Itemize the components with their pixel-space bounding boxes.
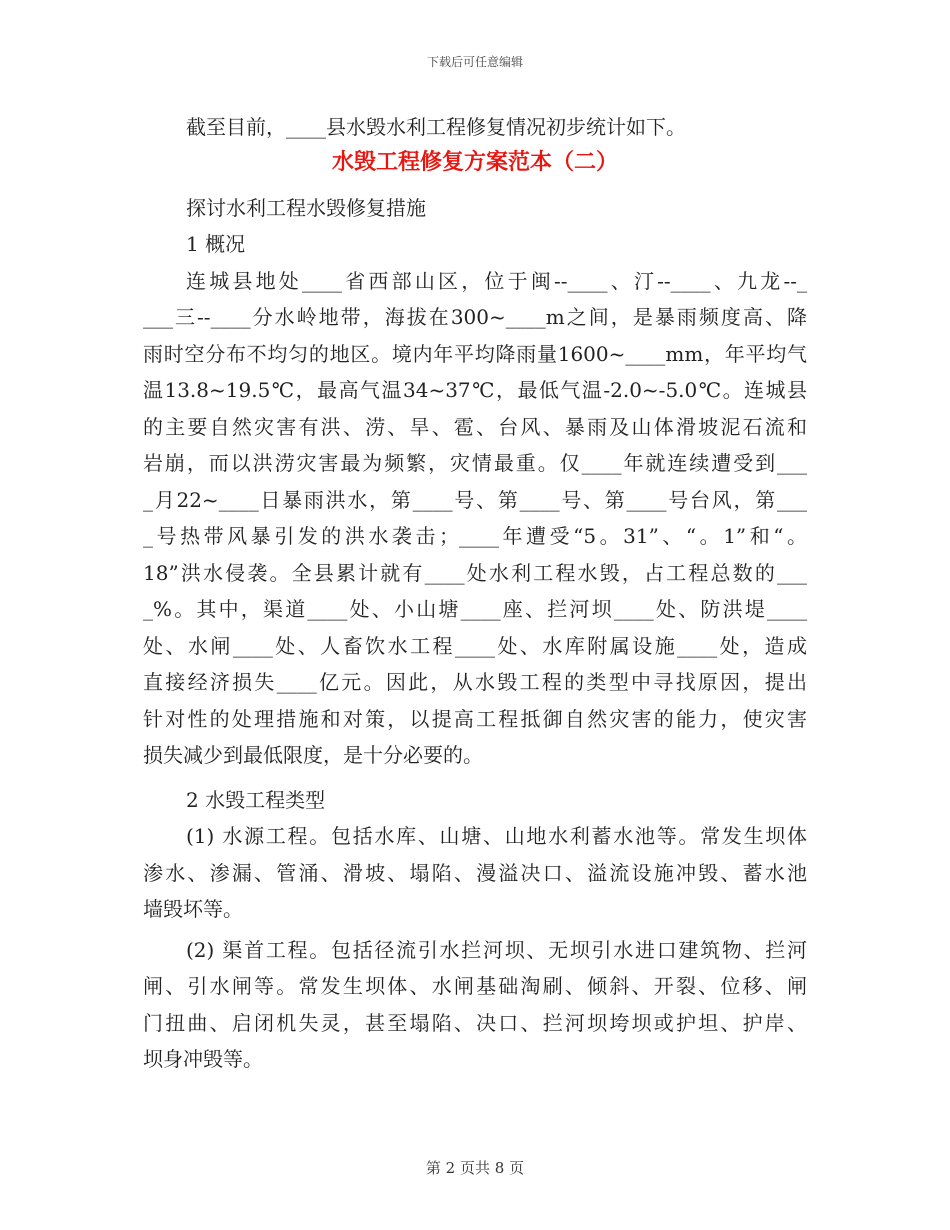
paragraph-line: 针对性的处理措施和对策，以提高工程抵御自然灾害的能力，使灾害 <box>143 707 807 731</box>
item-2-line: 坝身冲毁等。 <box>143 1047 263 1071</box>
item-1-line: (1) 水源工程。包括水库、山塘、山地水利蓄水池等。常发生坝体 <box>186 824 807 848</box>
paragraph-line: 岩崩，而以洪涝灾害最为频繁，灾情最重。仅____年就连续遭受到___ <box>143 451 807 475</box>
section-1-heading: 1 概况 <box>186 232 246 256</box>
item-1-line: 墙毁坏等。 <box>143 897 243 921</box>
paragraph-line: 雨时空分布不均匀的地区。境内年平均降雨量1600~____mm，年平均气 <box>143 342 807 366</box>
paragraph-line: _月22~____日暴雨洪水，第____号、第____号、第____号台风，第___ <box>143 488 807 512</box>
section-2-heading: 2 水毁工程类型 <box>186 788 326 812</box>
paragraph-line: _号热带风暴引发的洪水袭击；____年遭受“5。31”、“。1”和“。 <box>143 524 807 548</box>
item-2-line: 门扭曲、启闭机失灵，甚至塌陷、决口、拦河坝垮坝或护坦、护岸、 <box>143 1011 807 1035</box>
paragraph-line: 18”洪水侵袭。全县累计就有____处水利工程水毁，占工程总数的___ <box>143 561 807 585</box>
paragraph-line: 损失减少到最低限度，是十分必要的。 <box>143 743 483 767</box>
page-header: 下载后可任意编辑 <box>426 55 523 69</box>
page-footer: 第 2 页共 8 页 <box>425 1159 525 1177</box>
paragraph-line: 温13.8~19.5℃，最高气温34~37℃，最低气温-2.0~-5.0℃。连城县 <box>143 378 807 402</box>
paragraph-line: _%。其中，渠道____处、小山塘____座、拦河坝____处、防洪堤____ <box>143 597 807 621</box>
paragraph-line: ___三--____分水岭地带，海拔在300~____m之间，是暴雨频度高、降 <box>143 305 807 329</box>
item-2-line: (2) 渠首工程。包括径流引水拦河坝、无坝引水进口建筑物、拦河 <box>186 938 807 962</box>
document-title: 水毁工程修复方案范本（二） <box>331 150 618 175</box>
intro-line: 截至目前，____县水毁水利工程修复情况初步统计如下。 <box>186 115 686 139</box>
paragraph-line: 连城县地处____省西部山区，位于闽--____、汀--____、九龙--_ <box>186 269 807 293</box>
subtitle: 探讨水利工程水毁修复措施 <box>186 196 426 220</box>
paragraph-line: 处、水闸____处、人畜饮水工程____处、水库附属设施____处，造成 <box>143 634 807 658</box>
paragraph-line: 的主要自然灾害有洪、涝、旱、雹、台风、暴雨及山体滑坡泥石流和 <box>143 415 807 439</box>
item-2-line: 闸、引水闸等。常发生坝体、水闸基础淘刷、倾斜、开裂、位移、闸 <box>143 974 807 998</box>
item-1-line: 渗水、渗漏、管涌、滑坡、塌陷、漫溢决口、溢流设施冲毁、蓄水池 <box>143 861 807 885</box>
paragraph-line: 直接经济损失____亿元。因此，从水毁工程的类型中寻找原因，提出 <box>143 670 807 694</box>
